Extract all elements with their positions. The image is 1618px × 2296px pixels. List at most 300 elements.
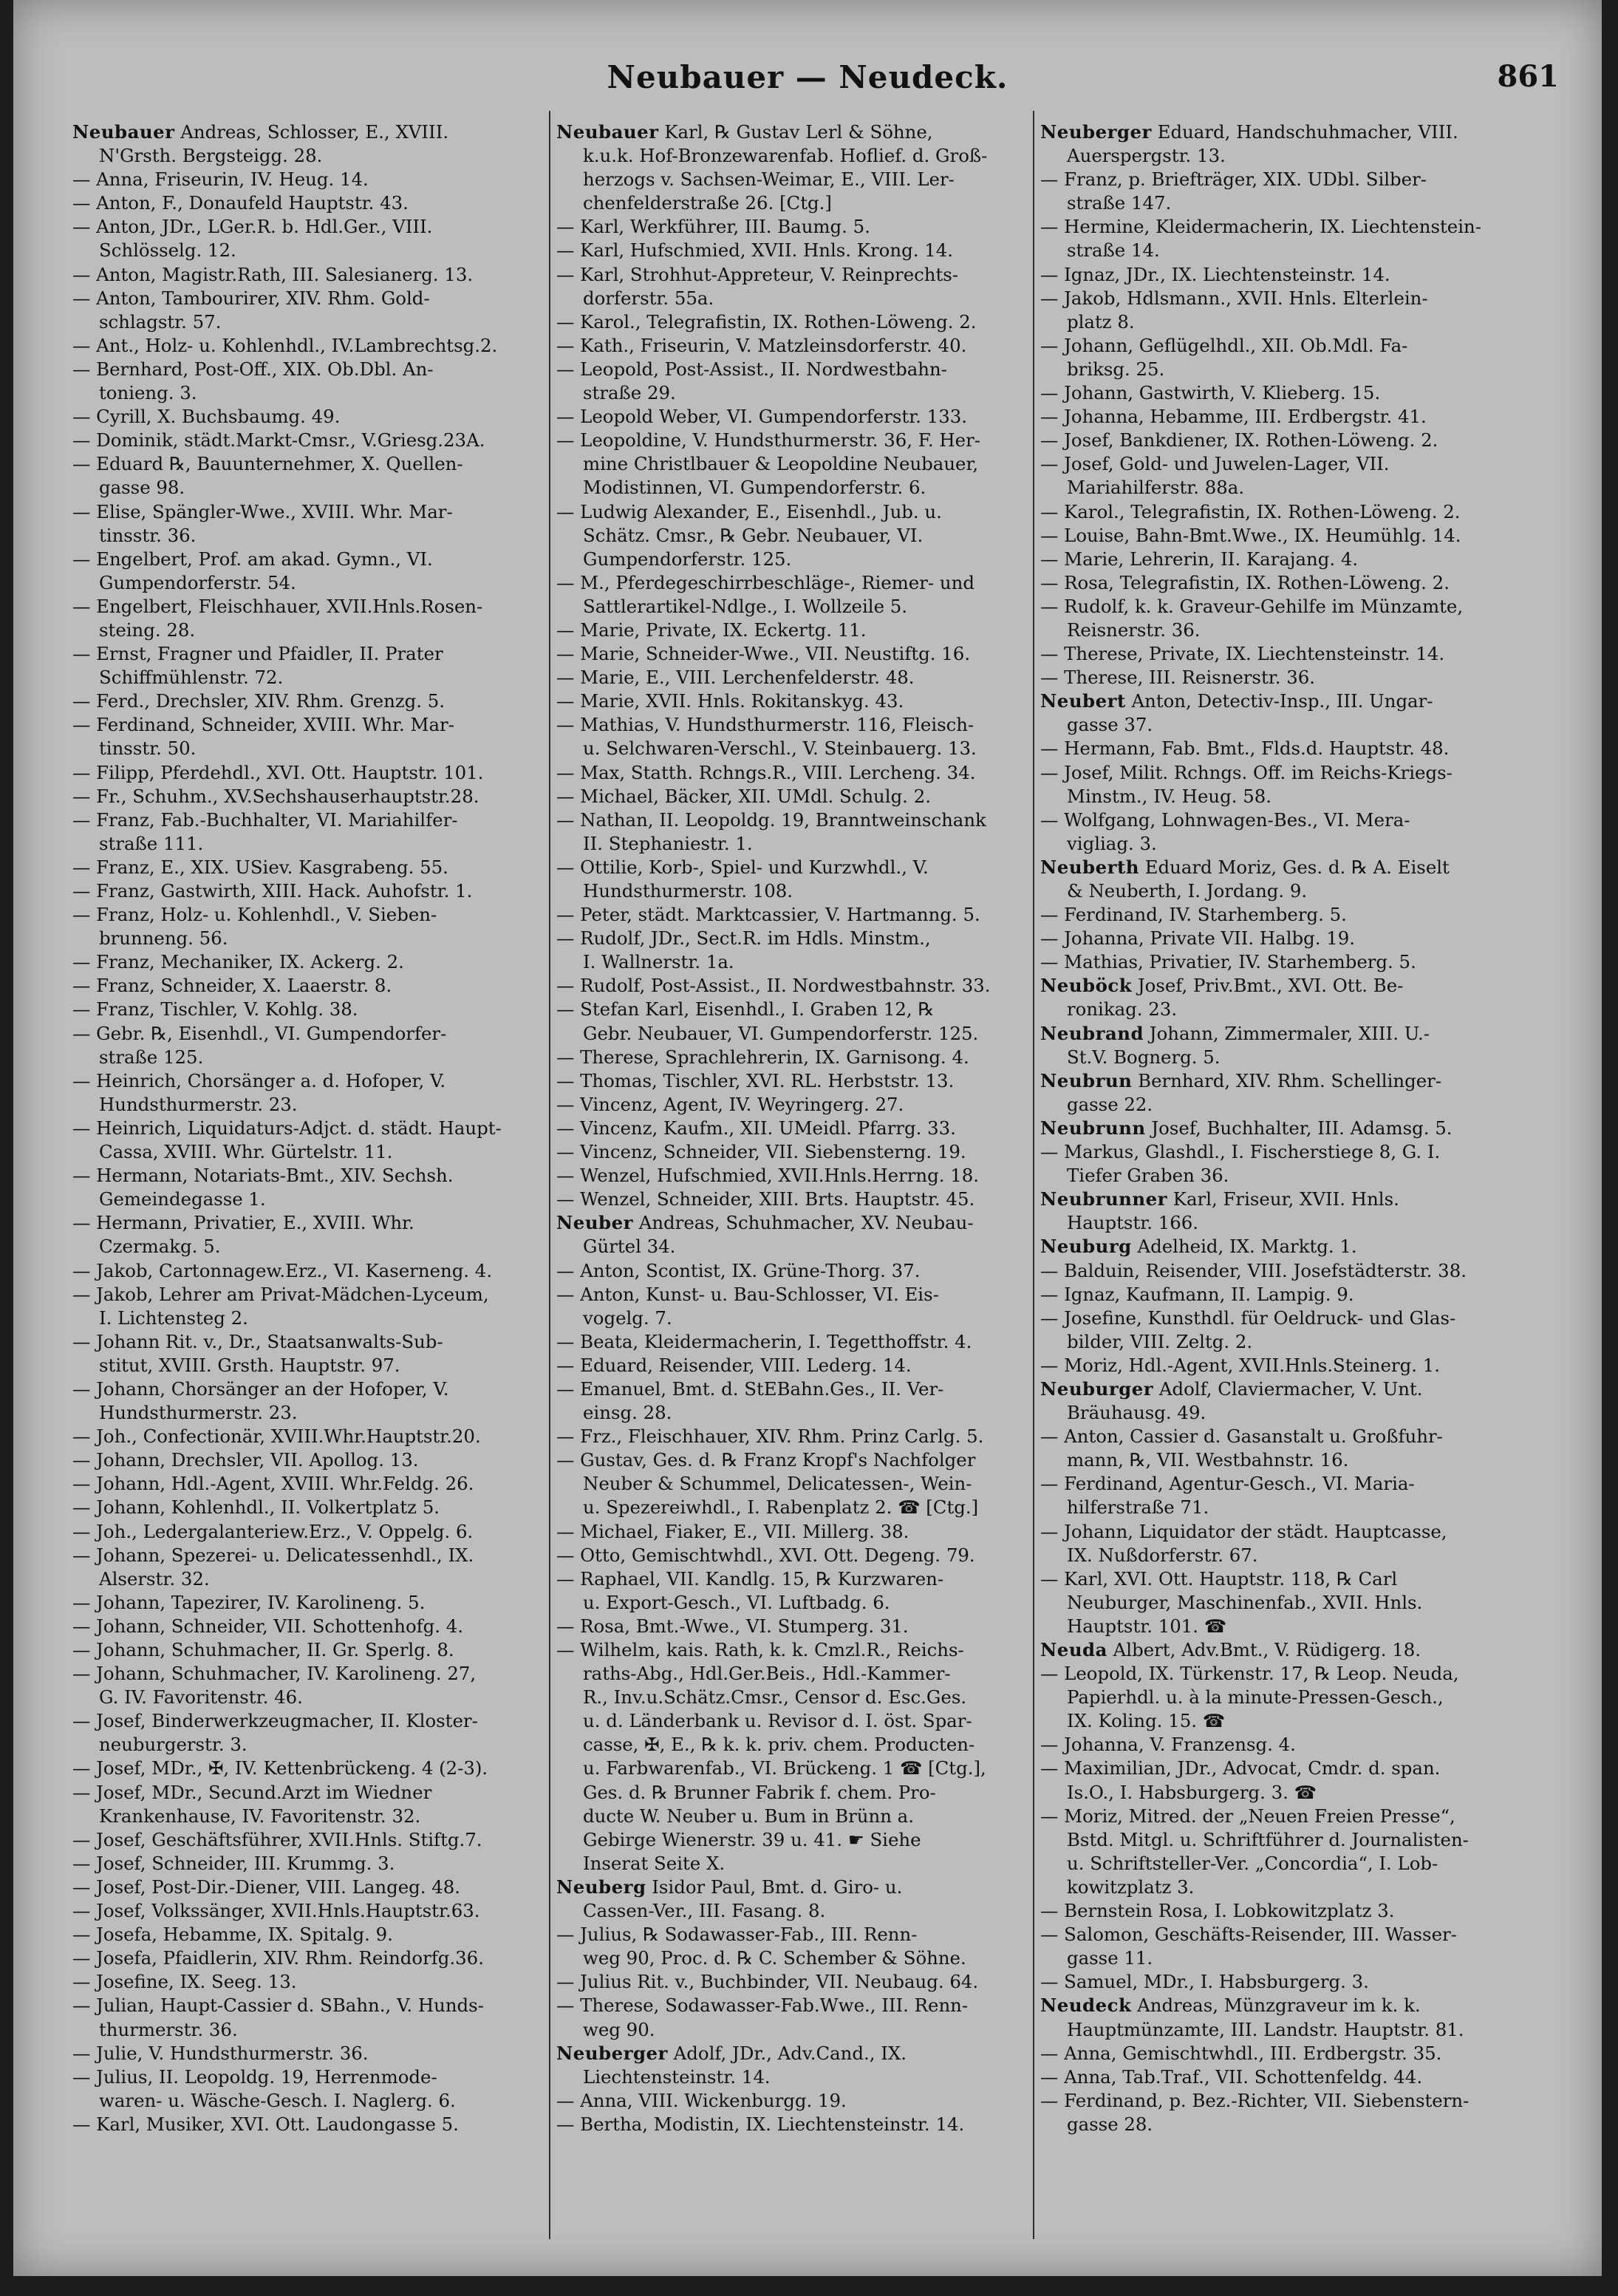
entry-text: — Rudolf, k. k. Graveur-Gehilfe im Münzamte, <box>1040 595 1464 617</box>
directory-entry <box>72 2065 542 2113</box>
entry-text: — Wenzel, Schneider, XIII. Brts. Hauptstr. 45. <box>556 1188 975 1210</box>
directory-entry <box>556 1638 1026 1876</box>
directory-entry <box>1040 1757 1510 1804</box>
surname-heading: Neubauer <box>556 121 659 143</box>
entry-continuation: IX. Koling. 15. ☎ <box>1067 1710 1226 1732</box>
entry-text: — Josefine, IX. Seeg. 13. <box>72 1971 297 1993</box>
entry-text: — Josef, Bankdiener, IX. Rothen-Löweng. 2. <box>1040 429 1438 452</box>
directory-entry <box>556 310 1026 334</box>
entry-continuation: vogelg. 7. <box>583 1307 672 1329</box>
directory-entry <box>1040 571 1510 595</box>
directory-entry <box>1040 1259 1510 1283</box>
directory-entry <box>556 1994 1026 2041</box>
directory-surname-entry <box>1040 856 1510 903</box>
surname-heading: Neubrun <box>1040 1069 1133 1091</box>
directory-entry <box>72 1330 542 1377</box>
entry-text: — Karol., Telegrafistin, IX. Rothen-Löweng. 2. <box>1040 500 1461 522</box>
entry-continuation: gasse 22. <box>1067 1093 1153 1115</box>
entry-text: — Anton, JDr., LGer.R. b. Hdl.Ger., VIII. <box>72 216 433 238</box>
directory-surname-entry <box>72 120 542 168</box>
entry-text: — Anton, Cassier d. Gasanstalt u. Großfuhr- <box>1040 1425 1443 1448</box>
directory-entry <box>556 1283 1026 1330</box>
surname-heading: Neubrand <box>1040 1022 1144 1044</box>
entry-continuation: Schätz. Cmsr., ℞ Gebr. Neubauer, VI. <box>583 524 924 546</box>
directory-entry <box>1040 737 1510 760</box>
entry-text: — Franz, E., XIX. USiev. Kasgrabeng. 55. <box>72 856 448 878</box>
entry-continuation: Mariahilferstr. 88a. <box>1067 477 1245 499</box>
entry-continuation: Hauptmünzamte, III. Landstr. Hauptstr. 81. <box>1067 2018 1464 2040</box>
directory-entry <box>556 761 1026 785</box>
entry-continuation: u. Schriftsteller-Ver. „Concordia“, I. Lob- <box>1067 1852 1438 1874</box>
entry-text: — Peter, städt. Marktcassier, V. Hartmanng. 5. <box>556 904 980 926</box>
entry-text: — Franz, Schneider, X. Laaerstr. 8. <box>72 975 392 997</box>
entry-text: — Leopold, Post-Assist., II. Nordwestbahn- <box>556 358 947 380</box>
entry-continuation: Gumpendorferstr. 54. <box>99 571 296 593</box>
entry-continuation: Hundsthurmerstr. 23. <box>99 1402 298 1424</box>
entry-text: — Maximilian, JDr., Advocat, Cmdr. d. span. <box>1040 1757 1441 1779</box>
entry-continuation: dorferstr. 55a. <box>583 287 714 309</box>
directory-surname-entry <box>1040 1117 1510 1140</box>
entry-text: — Elise, Spängler-Wwe., XVIII. Whr. Mar- <box>72 500 453 522</box>
entry-text: — Kath., Friseurin, V. Matzleinsdorferstr. 40. <box>556 334 967 356</box>
entry-continuation: chenfelderstraße 26. [Ctg.] <box>583 192 832 214</box>
directory-surname-entry <box>1040 1994 1510 2041</box>
directory-entry <box>556 903 1026 927</box>
entry-text: — Josef, Milit. Rchngs. Off. im Reichs-Kriegs- <box>1040 761 1453 783</box>
entry-continuation: gasse 28. <box>1067 2113 1153 2135</box>
entry-text: — Gebr. ℞, Eisenhdl., VI. Gumpendorfer- <box>72 1022 447 1044</box>
surname-heading: Neuberth <box>1040 856 1139 878</box>
entry-text: Isidor Paul, Bmt. d. Giro- u. <box>646 1876 903 1898</box>
directory-entry <box>556 1520 1026 1544</box>
entry-continuation: I. Lichtensteg 2. <box>99 1307 248 1329</box>
directory-entry <box>72 1709 542 1757</box>
entry-text: — Rosa, Telegrafistin, IX. Rothen-Löweng. 2. <box>1040 571 1450 593</box>
entry-text: — Rudolf, JDr., Sect.R. im Hdls. Minstm., <box>556 927 931 950</box>
entry-text: — Ferdinand, Agentur-Gesch., VI. Maria- <box>1040 1473 1415 1495</box>
entry-continuation: Sattlerartikel-Ndlge., I. Wollzeile 5. <box>583 595 908 617</box>
entry-text: — Ottilie, Korb-, Spiel- und Kurzwhdl., V. <box>556 856 929 878</box>
directory-entry <box>556 1354 1026 1377</box>
directory-entry <box>72 950 542 974</box>
directory-surname-entry <box>1040 1638 1510 1662</box>
directory-entry <box>1040 429 1510 452</box>
directory-entry <box>1040 903 1510 927</box>
entry-text: — Johanna, V. Franzensg. 4. <box>1040 1734 1296 1756</box>
directory-entry <box>556 1330 1026 1354</box>
entry-continuation: neuburgerstr. 3. <box>99 1734 248 1756</box>
directory-entry <box>1040 1354 1510 1377</box>
directory-entry <box>556 2089 1026 2113</box>
directory-entry <box>72 856 542 879</box>
directory-entry <box>72 452 542 500</box>
directory-entry <box>72 1638 542 1662</box>
entry-text: — Therese, Private, IX. Liechtensteinstr. 14. <box>1040 643 1445 665</box>
directory-entry <box>1040 405 1510 429</box>
entry-text: — Jakob, Hdlsmann., XVII. Hnls. Elterlein- <box>1040 287 1428 309</box>
directory-entry <box>72 334 542 358</box>
entry-text: — Jakob, Lehrer am Privat-Mädchen-Lyceum, <box>72 1283 489 1305</box>
entry-continuation: St.V. Bognerg. 5. <box>1067 1046 1221 1068</box>
directory-entry <box>1040 1472 1510 1519</box>
entry-continuation: schlagstr. 57. <box>99 310 222 333</box>
entry-continuation: Neuburger, Maschinenfab., XVII. Hnls. <box>1067 1591 1423 1613</box>
entry-text: — Moriz, Hdl.-Agent, XVII.Hnls.Steinerg. 1. <box>1040 1354 1440 1376</box>
directory-entry <box>556 619 1026 642</box>
directory-entry <box>1040 1283 1510 1307</box>
entry-continuation: Neuber & Schummel, Delicatessen-, Wein- <box>583 1473 972 1495</box>
entry-text: — Marie, XVII. Hnls. Rokitanskyg. 43. <box>556 690 904 712</box>
entry-continuation: briksg. 25. <box>1067 358 1165 380</box>
directory-entry <box>72 1923 542 1946</box>
entry-continuation: bilder, VIII. Zeltg. 2. <box>1067 1330 1253 1352</box>
entry-text: — Salomon, Geschäfts-Reisender, III. Wasser- <box>1040 1924 1457 1946</box>
directory-entry <box>1040 1805 1510 1899</box>
entry-text: Karl, Friseur, XVII. Hnls. <box>1167 1188 1399 1210</box>
page-number: 861 <box>1497 59 1559 94</box>
entry-continuation: Schiffmühlenstr. 72. <box>99 667 284 689</box>
directory-entry <box>72 1757 542 1780</box>
surname-heading: Neuburg <box>1040 1236 1132 1258</box>
entry-text: — Josefa, Pfaidlerin, XIV. Rhm. Reindorfg.36. <box>72 1947 484 1969</box>
entry-text: Andreas, Münzgraveur im k. k. <box>1131 1994 1421 2017</box>
entry-text: — Johanna, Private VII. Halbg. 19. <box>1040 927 1356 950</box>
entry-continuation: tinsstr. 50. <box>99 737 197 760</box>
running-title: Neubauer — Neudeck. <box>607 59 1008 95</box>
entry-text: — Ludwig Alexander, E., Eisenhdl., Jub. u. <box>556 500 942 522</box>
directory-entry <box>72 1662 542 1709</box>
entry-continuation: weg 90, Proc. d. ℞ C. Schember & Söhne. <box>583 1947 966 1969</box>
entry-text: — Johann, Kohlenhdl., II. Volkertplatz 5. <box>72 1496 440 1519</box>
entry-continuation: ducte W. Neuber u. Bum in Brünn a. <box>583 1805 914 1827</box>
entry-text: — Franz, Mechaniker, IX. Ackerg. 2. <box>72 951 404 973</box>
surname-heading: Neubrunn <box>1040 1117 1146 1139</box>
entry-text: — Leopold Weber, VI. Gumpendorferstr. 133. <box>556 406 967 428</box>
directory-entry <box>72 903 542 950</box>
directory-entry <box>556 998 1026 1045</box>
directory-entry <box>72 1946 542 1970</box>
entry-continuation: hilferstraße 71. <box>1067 1496 1209 1519</box>
directory-entry <box>556 1970 1026 1994</box>
entry-continuation: straße 125. <box>99 1046 204 1068</box>
entry-text: — Moriz, Mitred. der „Neuen Freien Presse“, <box>1040 1805 1455 1827</box>
directory-entry <box>72 1425 542 1448</box>
entry-continuation: IX. Nußdorferstr. 67. <box>1067 1544 1258 1566</box>
directory-surname-entry <box>1040 689 1510 737</box>
entry-continuation: Minstm., IV. Heug. 58. <box>1067 785 1272 807</box>
entry-text: — Johann, Hdl.-Agent, XVIII. Whr.Feldg. 26. <box>72 1473 474 1495</box>
entry-text: Johann, Zimmermaler, XIII. U.- <box>1144 1022 1430 1044</box>
entry-text: — Jakob, Cartonnagew.Erz., VI. Kaserneng. 4. <box>72 1259 493 1281</box>
directory-entry <box>1040 524 1510 548</box>
directory-entry <box>556 1046 1026 1069</box>
entry-continuation: kowitzplatz 3. <box>1067 1876 1195 1898</box>
entry-text: — Wilhelm, kais. Rath, k. k. Cmzl.R., Reichs- <box>556 1639 964 1660</box>
directory-entry <box>1040 548 1510 571</box>
surname-heading: Neuber <box>556 1212 633 1234</box>
entry-continuation: Cassa, XVIII. Whr. Gürtelstr. 11. <box>99 1141 393 1163</box>
entry-text: — Ignaz, Kaufmann, II. Lampig. 9. <box>1040 1283 1354 1305</box>
entry-text: — Mathias, V. Hundsthurmerstr. 116, Fleisch- <box>556 714 974 736</box>
directory-entry <box>556 215 1026 239</box>
entry-continuation: Hundsthurmerstr. 23. <box>99 1093 298 1115</box>
entry-text: — Anton, F., Donaufeld Hauptstr. 43. <box>72 192 409 214</box>
entry-continuation: waren- u. Wäsche-Gesch. I. Naglerg. 6. <box>99 2089 456 2111</box>
entry-continuation: u. Export-Gesch., VI. Luftbadg. 6. <box>583 1591 890 1613</box>
page-header <box>13 59 1602 103</box>
entry-text: — Ferdinand, Schneider, XVIII. Whr. Mar- <box>72 714 454 736</box>
entry-text: — Leopoldine, V. Hundsthurmerstr. 36, F. Her- <box>556 429 980 452</box>
directory-surname-entry <box>556 120 1026 215</box>
entry-text: Adolf, JDr., Adv.Cand., IX. <box>667 2042 907 2064</box>
directory-entry <box>556 1448 1026 1519</box>
entry-text: — Therese, Sodawasser-Fab.Wwe., III. Renn- <box>556 1994 969 2017</box>
directory-entry <box>72 500 542 548</box>
directory-column-2 <box>556 120 1026 2234</box>
entry-continuation: straße 14. <box>1067 239 1160 262</box>
column-divider <box>1033 111 1034 2239</box>
entry-text: — Anna, Gemischtwhdl., III. Erdbergstr. 35. <box>1040 2042 1442 2064</box>
entry-text: — Engelbert, Fleischhauer, XVII.Hnls.Rosen- <box>72 595 483 617</box>
directory-entry <box>1040 1899 1510 1923</box>
directory-entry <box>556 239 1026 262</box>
entry-continuation: thurmerstr. 36. <box>99 2018 238 2040</box>
directory-entry <box>1040 1567 1510 1638</box>
entry-continuation: G. IV. Favoritenstr. 46. <box>99 1686 303 1709</box>
directory-entry <box>72 974 542 998</box>
directory-entry <box>556 263 1026 310</box>
entry-text: Albert, Adv.Bmt., V. Rüdigerg. 18. <box>1107 1639 1421 1660</box>
entry-text: — Samuel, MDr., I. Habsburgerg. 3. <box>1040 1971 1369 1993</box>
entry-text: — Josef, Volkssänger, XVII.Hnls.Hauptstr.63. <box>72 1900 480 1922</box>
entry-continuation: Tiefer Graben 36. <box>1067 1165 1229 1187</box>
entry-continuation: N'Grsth. Bergsteigg. 28. <box>99 145 323 167</box>
entry-text: — Anna, Friseurin, IV. Heug. 14. <box>72 168 369 191</box>
directory-entry <box>72 1615 542 1638</box>
directory-entry <box>72 642 542 689</box>
directory-entry <box>556 2113 1026 2136</box>
entry-text: — Bertha, Modistin, IX. Liechtensteinstr. 14. <box>556 2113 965 2135</box>
directory-entry <box>1040 381 1510 405</box>
directory-entry <box>72 879 542 903</box>
entry-text: — Karl, Strohhut-Appreteur, V. Reinprechts- <box>556 263 959 285</box>
directory-entry <box>72 1591 542 1615</box>
entry-text: — Josefine, Kunsthdl. für Oeldruck- und Glas- <box>1040 1307 1456 1329</box>
entry-text: — Franz, p. Briefträger, XIX. UDbl. Silber- <box>1040 168 1427 191</box>
entry-text: — Marie, E., VIII. Lerchenfelderstr. 48. <box>556 667 915 689</box>
entry-text: — Ant., Holz- u. Kohlenhdl., IV.Lambrechtsg.2. <box>72 334 498 356</box>
entry-continuation: casse, ✠, E., ℞ k. k. priv. chem. Producten- <box>583 1734 975 1756</box>
directory-entry <box>1040 1923 1510 1970</box>
entry-text: — Therese, III. Reisnerstr. 36. <box>1040 667 1316 689</box>
surname-heading: Neuda <box>1040 1639 1107 1660</box>
entry-text: — Michael, Fiaker, E., VII. Millerg. 38. <box>556 1520 909 1542</box>
entry-text: — Marie, Schneider-Wwe., VII. Neustiftg. 16. <box>556 643 971 665</box>
entry-text: — Johann, Schuhmacher, II. Gr. Sperlg. 8. <box>72 1639 454 1660</box>
directory-surname-entry <box>556 2042 1026 2089</box>
directory-surname-entry <box>1040 974 1510 1021</box>
entry-continuation: u. Farbwarenfab., VI. Brückeng. 1 ☎ [Ctg.], <box>583 1757 986 1779</box>
entry-text: — Marie, Private, IX. Eckertg. 11. <box>556 619 867 641</box>
directory-entry <box>1040 168 1510 215</box>
entry-text: — Filipp, Pferdehdl., XVI. Ott. Hauptstr. 101. <box>72 761 484 783</box>
entry-text: — Ferdinand, p. Bez.-Richter, VII. Siebenstern- <box>1040 2089 1469 2111</box>
entry-text: — Vincenz, Kaufm., XII. UMeidl. Pfarrg. 33. <box>556 1117 956 1139</box>
directory-entry <box>556 1377 1026 1425</box>
directory-entry <box>1040 452 1510 500</box>
entry-text: — Johann, Spezerei- u. Delicatessenhdl., IX. <box>72 1544 474 1566</box>
directory-entry <box>72 998 542 1021</box>
entry-text: — Anton, Tambourirer, XIV. Rhm. Gold- <box>72 287 430 309</box>
entry-continuation: gasse 37. <box>1067 714 1153 736</box>
directory-entry <box>72 1544 542 1591</box>
entry-text: — Johann, Schneider, VII. Schottenhofg. 4. <box>72 1615 464 1637</box>
directory-entry <box>72 1994 542 2041</box>
directory-entry <box>556 1425 1026 1448</box>
entry-text: — Johann, Geflügelhdl., XII. Ob.Mdl. Fa- <box>1040 334 1408 356</box>
directory-entry <box>556 500 1026 571</box>
entry-text: — Beata, Kleidermacherin, I. Tegetthoffstr. 4. <box>556 1330 972 1352</box>
entry-text: — Anna, Tab.Traf., VII. Schottenfeldg. 44. <box>1040 2065 1423 2088</box>
entry-text: — Otto, Gemischtwhdl., XVI. Ott. Degeng. 79. <box>556 1544 975 1566</box>
entry-text: — Heinrich, Liquidaturs-Adjct. d. städt. Haupt- <box>72 1117 502 1139</box>
entry-continuation: mine Christlbauer & Leopoldine Neubauer, <box>583 453 979 475</box>
entry-continuation: u. d. Länderbank u. Revisor d. I. öst. Spar- <box>583 1710 972 1732</box>
entry-continuation: gasse 98. <box>99 477 185 499</box>
directory-surname-entry <box>1040 1188 1510 1235</box>
directory-entry <box>72 1377 542 1425</box>
directory-entry <box>556 927 1026 974</box>
entry-text: — Julius, ℞ Sodawasser-Fab., III. Renn- <box>556 1924 918 1946</box>
entry-text: — Rosa, Bmt.-Wwe., VI. Stumperg. 31. <box>556 1615 909 1637</box>
entry-continuation: ronikag. 23. <box>1067 998 1178 1021</box>
entry-text: — Michael, Bäcker, XII. UMdl. Schulg. 2. <box>556 785 931 807</box>
directory-entry <box>1040 2065 1510 2089</box>
entry-continuation: straße 147. <box>1067 192 1172 214</box>
entry-continuation: Schlösselg. 12. <box>99 239 236 262</box>
entry-continuation: Gebirge Wienerstr. 39 u. 41. ☛ Siehe <box>583 1828 921 1850</box>
surname-heading: Neuberger <box>1040 121 1152 143</box>
directory-entry <box>1040 950 1510 974</box>
entry-text: — Emanuel, Bmt. d. StEBahn.Ges., II. Ver- <box>556 1377 944 1400</box>
surname-heading: Neubrunner <box>1040 1188 1168 1210</box>
entry-text: — Karl, XVI. Ott. Hauptstr. 118, ℞ Carl <box>1040 1567 1398 1590</box>
directory-entry <box>556 1117 1026 1140</box>
entry-continuation: straße 29. <box>583 382 676 404</box>
entry-text: — Nathan, II. Leopoldg. 19, Branntweinschank <box>556 808 986 831</box>
entry-text: — Therese, Sprachlehrerin, IX. Garnisong. 4. <box>556 1046 969 1068</box>
entry-text: — Julius, II. Leopoldg. 19, Herrenmode- <box>72 2065 437 2088</box>
directory-entry <box>556 1259 1026 1283</box>
entry-text: — Josefa, Hebamme, IX. Spitalg. 9. <box>72 1924 393 1946</box>
entry-continuation: Czermakg. 5. <box>99 1236 221 1258</box>
directory-entry <box>1040 2042 1510 2065</box>
entry-continuation: stitut, XVIII. Grsth. Hauptstr. 97. <box>99 1354 400 1376</box>
entry-text: — Marie, Lehrerin, II. Karajang. 4. <box>1040 548 1359 570</box>
directory-entry <box>72 1496 542 1519</box>
entry-text: — Louise, Bahn-Bmt.Wwe., IX. Heumühlg. 14. <box>1040 524 1461 546</box>
entry-text: Andreas, Schuhmacher, XV. Neubau- <box>632 1212 974 1234</box>
directory-entry <box>1040 263 1510 287</box>
directory-entry <box>1040 666 1510 689</box>
entry-continuation: Hauptstr. 101. ☎ <box>1067 1615 1227 1637</box>
entry-continuation: gasse 11. <box>1067 1947 1153 1969</box>
directory-column-1 <box>72 120 542 2234</box>
entry-text: — M., Pferdegeschirrbeschläge-, Riemer- und <box>556 571 974 593</box>
directory-entry <box>556 642 1026 666</box>
entry-continuation: tinsstr. 36. <box>99 524 197 546</box>
directory-entry <box>72 1283 542 1330</box>
directory-entry <box>72 1899 542 1923</box>
entry-text: — Josef, Binderwerkzeugmacher, II. Kloster- <box>72 1710 478 1732</box>
entry-continuation: mann, ℞, VII. Westbahnstr. 16. <box>1067 1449 1349 1471</box>
directory-entry <box>72 1876 542 1899</box>
directory-entry <box>72 1828 542 1852</box>
entry-text: — Johann, Tapezirer, IV. Karolineng. 5. <box>72 1591 426 1613</box>
entry-continuation: Gebr. Neubauer, VI. Gumpendorferstr. 125. <box>583 1022 979 1044</box>
directory-entry <box>72 358 542 405</box>
directory-entry <box>72 287 542 334</box>
entry-text: — Anna, VIII. Wickenburgg. 19. <box>556 2089 847 2111</box>
directory-entry <box>1040 642 1510 666</box>
entry-text: — Josef, Geschäftsführer, XVII.Hnls. Stiftg.7. <box>72 1828 482 1850</box>
directory-entry <box>1040 1520 1510 1567</box>
entry-continuation: II. Stephaniestr. 1. <box>583 832 753 854</box>
entry-text: — Ernst, Fragner und Pfaidler, II. Prater <box>72 643 443 665</box>
directory-entry <box>556 429 1026 500</box>
entry-text: — Hermann, Notariats-Bmt., XIV. Sechsh. <box>72 1165 454 1187</box>
entry-text: — Anton, Kunst- u. Bau-Schlosser, VI. Eis- <box>556 1283 939 1305</box>
entry-text: — Mathias, Privatier, IV. Starhemberg. 5. <box>1040 951 1416 973</box>
entry-text: — Max, Statth. Rchngs.R., VIII. Lercheng. 34. <box>556 761 976 783</box>
directory-entry <box>1040 1970 1510 1994</box>
entry-text: — Hermine, Kleidermacherin, IX. Liechtenstein- <box>1040 216 1481 238</box>
directory-entry <box>72 808 542 856</box>
directory-entry <box>556 358 1026 405</box>
entry-text: — Josef, MDr., Secund.Arzt im Wiedner <box>72 1781 432 1803</box>
entry-continuation: Bräuhausg. 49. <box>1067 1402 1206 1424</box>
entry-text: Anton, Detectiv-Insp., III. Ungar- <box>1125 690 1433 712</box>
entry-text: — Johann, Liquidator der städt. Hauptcasse, <box>1040 1520 1447 1542</box>
surname-heading: Neudeck <box>1040 1994 1132 2017</box>
entry-text: — Fr., Schuhm., XV.Sechshauserhauptstr.28. <box>72 785 479 807</box>
entry-continuation: raths-Abg., Hdl.Ger.Beis., Hdl.-Kammer- <box>583 1663 951 1685</box>
entry-text: — Josef, Schneider, III. Krummg. 3. <box>72 1852 395 1874</box>
directory-entry <box>556 713 1026 760</box>
directory-entry <box>72 1970 542 1994</box>
directory-entry <box>72 263 542 287</box>
directory-entry <box>556 1069 1026 1093</box>
entry-text: — Markus, Glashdl., I. Fischerstiege 8, G. I. <box>1040 1141 1441 1163</box>
entry-text: — Bernstein Rosa, I. Lobkowitzplatz 3. <box>1040 1900 1395 1922</box>
entry-text: — Julian, Haupt-Cassier d. SBahn., V. Hunds- <box>72 1994 484 2017</box>
entry-text: — Hermann, Fab. Bmt., Flds.d. Hauptstr. 48. <box>1040 737 1450 760</box>
directory-surname-entry <box>1040 1377 1510 1425</box>
column-divider <box>549 111 550 2239</box>
entry-continuation: Is.O., I. Habsburgerg. 3. ☎ <box>1067 1781 1317 1803</box>
entry-text: — Karl, Hufschmied, XVII. Hnls. Krong. 14. <box>556 239 953 262</box>
entry-text: — Johann, Chorsänger an der Hofoper, V. <box>72 1377 449 1400</box>
entry-continuation: Cassen-Ver., III. Fasang. 8. <box>583 1900 826 1922</box>
entry-text: Eduard Moriz, Ges. d. ℞ A. Eiselt <box>1139 856 1450 878</box>
surname-heading: Neuberg <box>556 1876 646 1898</box>
entry-text: Adelheid, IX. Marktg. 1. <box>1131 1236 1357 1258</box>
entry-text: — Karol., Telegrafistin, IX. Rothen-Löweng. 2. <box>556 310 977 333</box>
directory-surname-entry <box>1040 1069 1510 1117</box>
directory-entry <box>556 1567 1026 1615</box>
entry-text: — Ignaz, JDr., IX. Liechtensteinstr. 14. <box>1040 263 1390 285</box>
entry-text: — Anton, Magistr.Rath, III. Salesianerg. 13. <box>72 263 474 285</box>
